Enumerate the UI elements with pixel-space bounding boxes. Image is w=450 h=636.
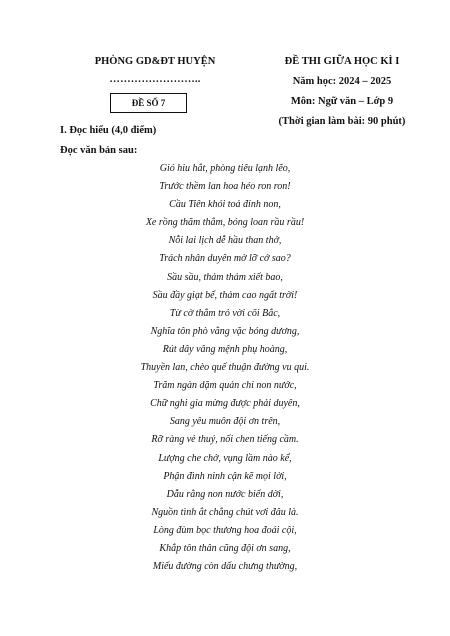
poem-line: Rỡ ràng vẻ thuý, nối chen tiếng cầm. (151, 434, 299, 446)
exam-code-box: ĐỀ SỐ 7 (110, 93, 187, 113)
poem-line: Miếu đường còn dấu chưng thường, (152, 561, 298, 573)
poem-line: Sầu sầu, thảm thảm xiết bao, (167, 271, 283, 283)
exam-title: ĐỀ THI GIỮA HỌC KÌ I (284, 56, 400, 67)
reading-instruction: Đọc văn bản sau: (60, 145, 138, 156)
poem-line: Rút dây vâng mệnh phụ hoàng, (162, 343, 288, 355)
poem-line: Trăm ngàn dặm quản chi non nước, (153, 380, 297, 392)
department-dots: …………………….. (109, 74, 201, 85)
poem-line: Phận đình ninh cận kẽ mọi lời, (163, 470, 287, 482)
school-year: Năm học: 2024 – 2025 (292, 76, 392, 87)
poem-text (60, 160, 390, 576)
poem-line: Thuyền lan, chèo quế thuận đường vu qui. (140, 362, 310, 374)
poem-line: Sang yêu muôn đội ơn trên, (169, 416, 281, 428)
poem-line: Gió hiu hắt, phòng tiêu lạnh lẽo, (159, 163, 291, 174)
poem-line: Nỗi lai lịch dễ hầu than thở, (168, 235, 282, 247)
poem-line: Xe rồng thăm thẳm, bóng loan rầu rầu! (145, 217, 305, 229)
section-heading: I. Đọc hiểu (4,0 điểm) (60, 125, 157, 136)
poem-line: Cầu Tiên khói toả đỉnh non, (169, 199, 281, 211)
poem-line: Sầu đầy giạt bể, thảm cao ngất trời! (152, 289, 298, 301)
poem-line: Trước thềm lan hoa héo ron ron! (159, 181, 291, 193)
poem-line: Trách nhân duyên mờ lỡ cớ sao? (159, 253, 291, 265)
poem-line: Chữ nghi gia mừng được phải duyên, (150, 398, 300, 410)
poem-line: Khắp tôn thân cũng đội ơn sang, (159, 542, 291, 554)
header-right (262, 52, 422, 132)
poem-line: Nghĩa tôn phò vằng vặc bóng dương, (150, 325, 300, 337)
poem-line: Từ cờ thắm trỏ vời cõi Bắc, (169, 307, 281, 319)
header-left (60, 52, 250, 88)
subject-line: Môn: Ngữ văn – Lớp 9 (290, 96, 394, 107)
poem-line: Nguồn tình ắt chẳng chút vơi đâu là. (151, 506, 299, 518)
poem-line: Lòng đùm bọc thương hoa đoái cội, (153, 524, 297, 536)
poem-line: Lượng che chở, vụng lầm nào kể, (158, 452, 292, 464)
duration-line: (Thời gian làm bài: 90 phút) (278, 116, 406, 127)
poem-line: Dẫu rằng non nước biến dời, (166, 488, 284, 500)
department-name: PHÒNG GD&ĐT HUYỆN (94, 56, 216, 67)
